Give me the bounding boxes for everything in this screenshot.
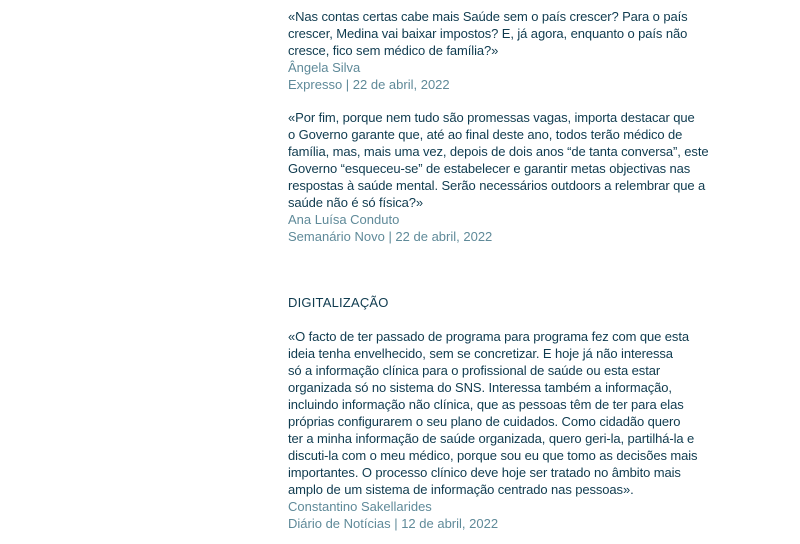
quote-author: Constantino Sakellarides — [288, 499, 432, 514]
spacer — [288, 245, 728, 294]
quote-block — [288, 8, 728, 93]
quote-source: Diário de Notícias | 12 de abril, 2022 — [288, 516, 499, 531]
quote-text: «Nas contas certas cabe mais Saúde sem o país crescer? Para o país crescer, Medina vai baixar impostos? E, já agora, enquanto o país não cresce, fico sem médico de família?» — [288, 9, 688, 58]
quote-block — [288, 328, 728, 532]
quote-author: Ângela Silva — [288, 60, 361, 75]
quote-block — [288, 109, 728, 245]
spacer — [288, 311, 728, 328]
section-heading: DIGITALIZAÇÃO — [288, 295, 389, 310]
quote-source: Expresso | 22 de abril, 2022 — [288, 77, 450, 92]
quote-author: Ana Luísa Conduto — [288, 212, 400, 227]
spacer — [288, 93, 728, 109]
quote-text: «O facto de ter passado de programa para programa fez com que esta ideia tenha envelhecido, sem se concretizar. E hoje já não interessa só a informação clínica para o profissional de saúde ou esta estar organizada só no sistema do SNS. Interessa também a informação, incluindo informação não clínica, que as pessoas têm de ter para elas próprias configurarem o seu plano de cuidados. Como cidadão quero ter a minha informação de saúde organizada, quero geri-la, partilhá-la e discuti-la com o meu médico, porque sou eu que tomo as decisões mais importantes. O processo clínico deve hoje ser tratado no âmbito mais amplo de um sistema de informação centrado nas pessoas». — [288, 329, 698, 497]
quote-text: «Por fim, porque nem tudo são promessas vagas, importa destacar que o Governo garante que, até ao final deste ano, todos terão médico de família, mas, mais uma vez, depois de dois anos “de tanta conversa”, este Governo “esqueceu-se” de estabelecer e garantir metas objectivas nas respostas à saúde mental. Serão necessários outdoors a relembrar que a saúde não é só física?» — [288, 110, 709, 210]
quote-source: Semanário Novo | 22 de abril, 2022 — [288, 229, 493, 244]
article-column — [288, 8, 728, 532]
